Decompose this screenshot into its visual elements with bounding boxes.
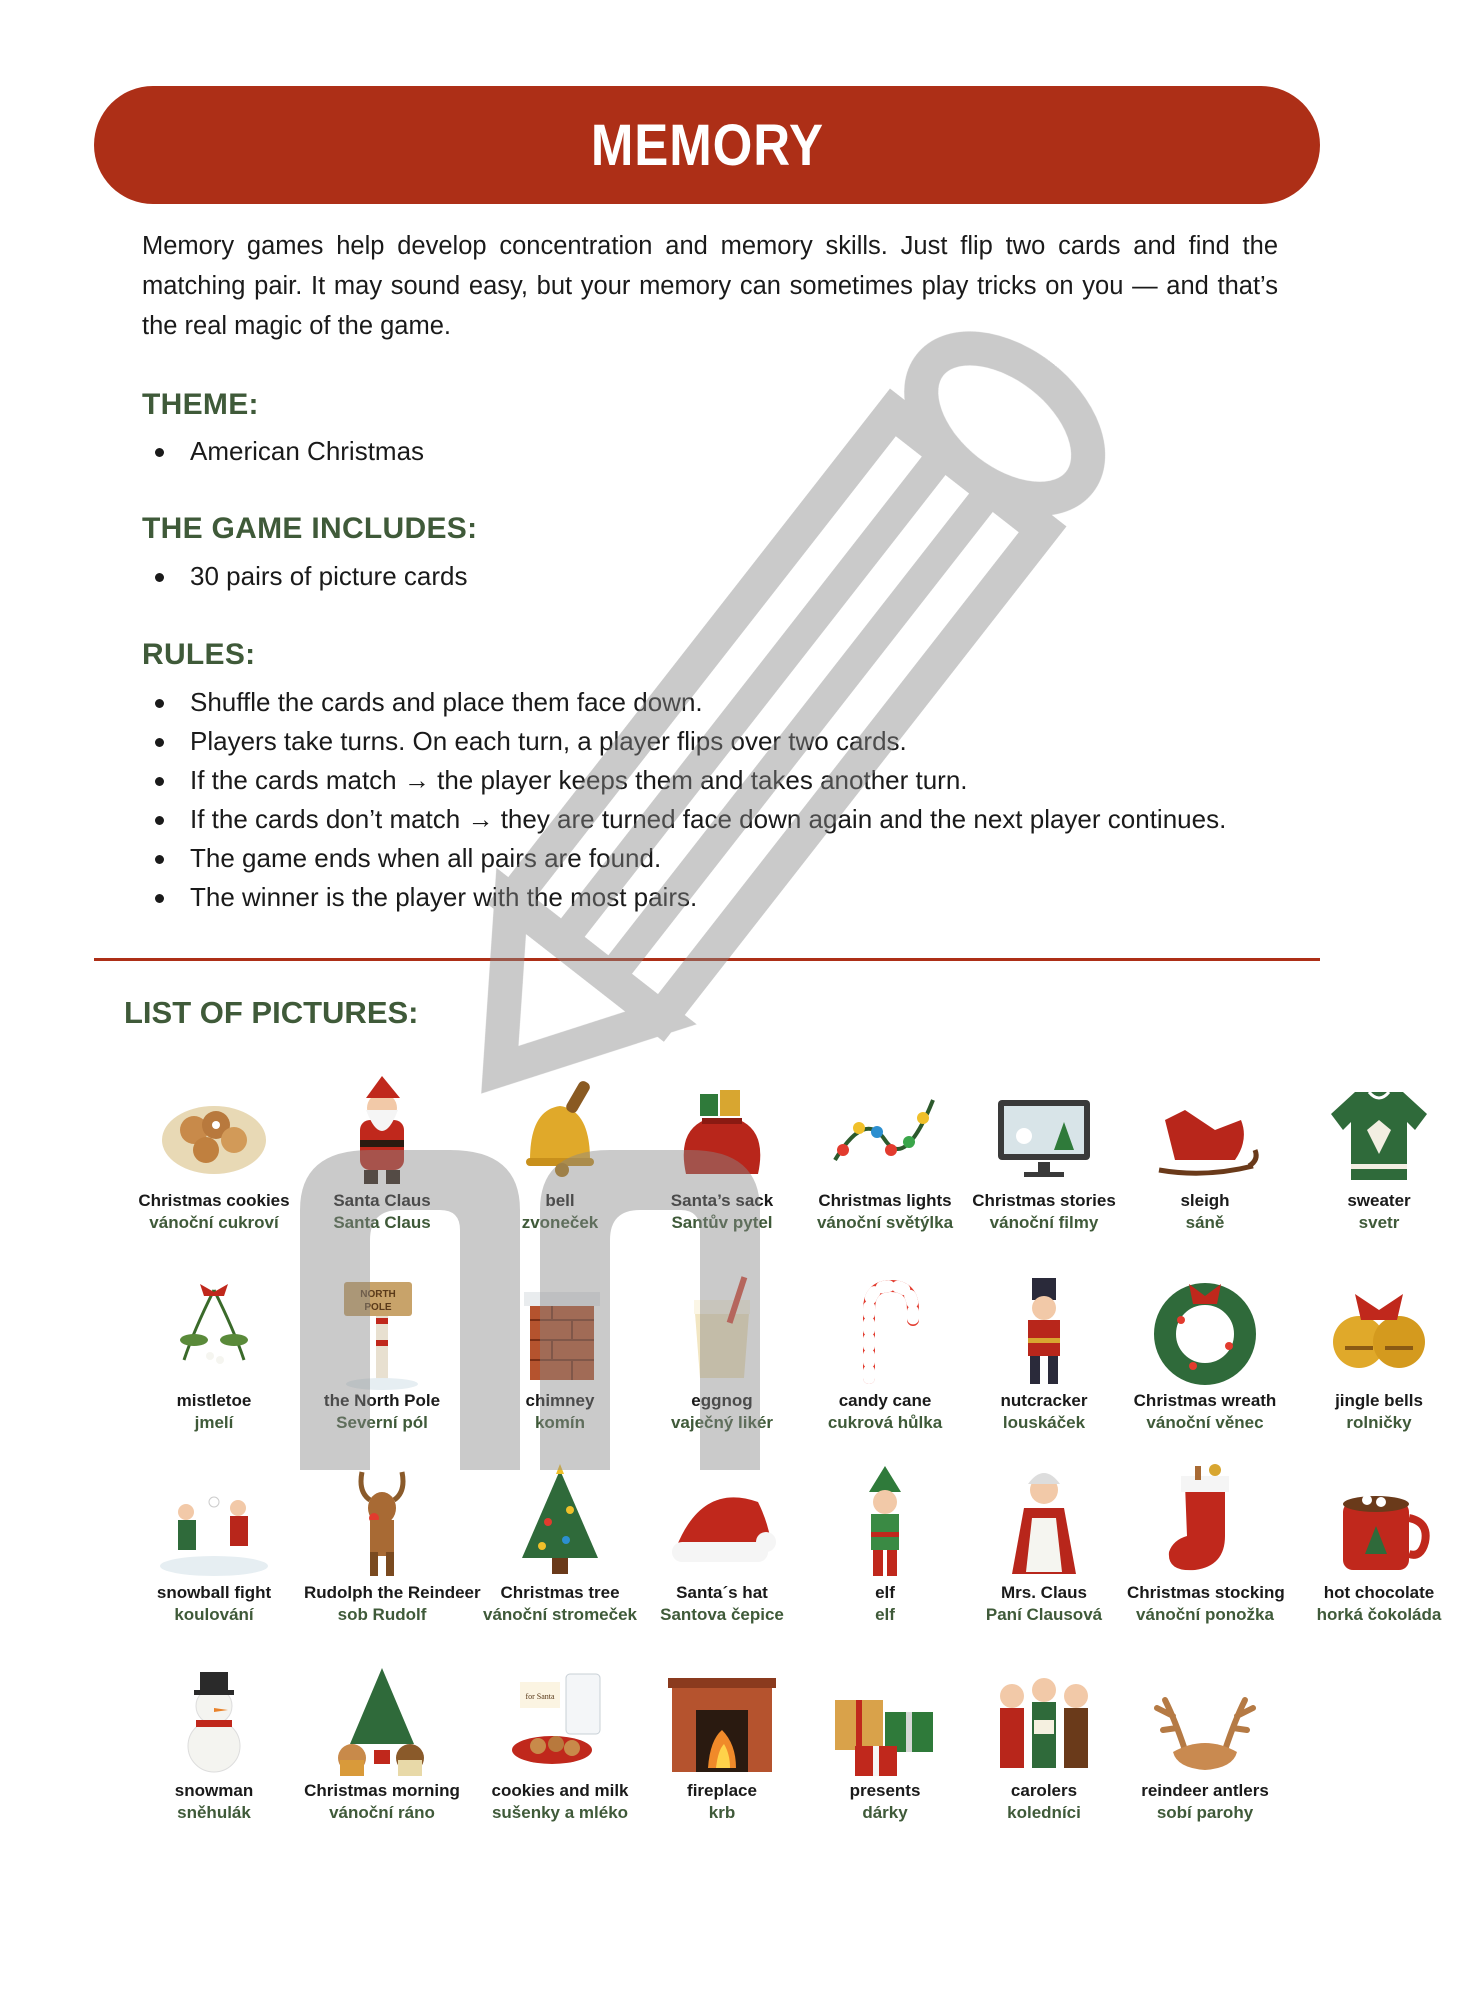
picture-card [1301, 1462, 1457, 1626]
picture-card [136, 1270, 292, 1434]
mug-icon [1319, 1462, 1439, 1582]
svg-text:for Santa: for Santa [525, 1692, 555, 1701]
picture-card [1127, 1462, 1283, 1626]
picture-label-en: jingle bells [1335, 1391, 1423, 1410]
picture-card [482, 1270, 638, 1434]
picture-label-cz: vánoční stromeček [482, 1605, 637, 1624]
picture-label-cz: Santův pytel [671, 1213, 773, 1232]
picture-label-cz: komín [534, 1413, 586, 1432]
picture-label-en: hot chocolate [1323, 1583, 1435, 1602]
jingle-bells-icon [1319, 1270, 1439, 1390]
list-item: American Christmas [152, 432, 424, 471]
picture-label-cz: krb [708, 1803, 736, 1822]
picture-card [807, 1462, 963, 1626]
page-title: MEMORY [590, 112, 824, 178]
rules-list [152, 683, 1226, 917]
picture-card [136, 1070, 292, 1234]
chimney-icon [500, 1270, 620, 1390]
picture-label-cz: vánoční filmy [989, 1213, 1099, 1232]
list-item: Shuffle the cards and place them face down. [152, 683, 1226, 722]
picture-label-cz: koulování [174, 1605, 254, 1624]
cookies-icon [154, 1070, 274, 1190]
list-item: If the cards match → the player keeps them and takes another turn. [152, 761, 1226, 800]
list-item: The game ends when all pairs are found. [152, 839, 1226, 878]
pictures-heading: LIST OF PICTURES: [124, 995, 419, 1030]
sweater-icon [1319, 1070, 1439, 1190]
picture-card [304, 1462, 481, 1626]
snowman-icon [154, 1660, 274, 1780]
picture-label-cz: sobí parohy [1156, 1803, 1254, 1822]
picture-card [482, 1660, 638, 1824]
picture-label-en: Christmas tree [500, 1583, 620, 1602]
picture-label-cz: louskáček [1002, 1413, 1086, 1432]
picture-label-cz: vánoční ponožka [1136, 1605, 1274, 1624]
picture-label-en: Christmas morning [304, 1781, 460, 1800]
list-item: The winner is the player with the most pairs. [152, 878, 1226, 917]
picture-label-en: cookies and milk [491, 1781, 629, 1800]
picture-card [644, 1660, 800, 1824]
picture-card [807, 1070, 963, 1234]
theme-list [152, 432, 424, 471]
picture-label-en: Christmas cookies [138, 1191, 290, 1210]
picture-label-en: Rudolph the Reindeer [304, 1583, 481, 1602]
rules-heading: RULES: [142, 638, 256, 671]
picture-label-en: Santa´s hat [676, 1583, 768, 1602]
tree-icon [500, 1462, 620, 1582]
picture-label-cz: elf [875, 1605, 895, 1624]
picture-label-cz: vánoční věnec [1146, 1413, 1264, 1432]
picture-label-en: snowman [174, 1781, 254, 1800]
picture-label-en: mistletoe [176, 1391, 252, 1410]
picture-card [482, 1070, 638, 1234]
picture-label-cz: sněhulák [177, 1803, 251, 1822]
picture-label-en: snowball fight [156, 1583, 272, 1602]
picture-label-cz: Santa Claus [333, 1213, 431, 1232]
candy-cane-icon [825, 1270, 945, 1390]
picture-label-en: carolers [1010, 1781, 1078, 1800]
picture-label-en: presents [849, 1781, 921, 1800]
picture-card [644, 1070, 800, 1234]
picture-card [807, 1270, 963, 1434]
list-item: 30 pairs of picture cards [152, 557, 467, 596]
bell-icon [500, 1070, 620, 1190]
picture-card [807, 1660, 963, 1824]
picture-label-cz: vánoční světýlka [816, 1213, 954, 1232]
picture-label-en: nutcracker [1000, 1391, 1088, 1410]
eggnog-icon [662, 1270, 782, 1390]
picture-card [1301, 1270, 1457, 1434]
picture-card [304, 1270, 460, 1434]
picture-label-en: chimney [525, 1391, 595, 1410]
picture-label-en: sweater [1347, 1191, 1411, 1210]
svg-text:POLE: POLE [364, 1302, 392, 1313]
picture-label-en: Santa Claus [333, 1191, 431, 1210]
picture-label-en: fireplace [687, 1781, 757, 1800]
picture-label-cz: vánoční ráno [329, 1803, 435, 1822]
picture-label-cz: svetr [1358, 1213, 1400, 1232]
picture-card [966, 1660, 1122, 1824]
antlers-icon [1145, 1660, 1265, 1780]
nutcracker-icon [984, 1270, 1104, 1390]
picture-card [482, 1462, 638, 1626]
picture-label-cz: horká čokoláda [1316, 1605, 1442, 1624]
picture-card [136, 1462, 292, 1626]
picture-card [304, 1660, 460, 1824]
picture-label-cz: Paní Clausová [985, 1605, 1103, 1624]
mistletoe-icon [154, 1270, 274, 1390]
picture-label-en: reindeer antlers [1141, 1781, 1269, 1800]
picture-label-en: Mrs. Claus [1001, 1583, 1087, 1602]
picture-card [966, 1462, 1122, 1626]
picture-label-en: Christmas stories [972, 1191, 1116, 1210]
picture-label-en: candy cane [838, 1391, 932, 1410]
picture-label-en: Santa’s sack [670, 1191, 774, 1210]
picture-label-en: eggnog [691, 1391, 753, 1410]
santa-icon [322, 1070, 442, 1190]
includes-heading: THE GAME INCLUDES: [142, 512, 478, 545]
list-item: If the cards don’t match → they are turned face down again and the next player continues. [152, 800, 1226, 839]
picture-label-cz: rolničky [1346, 1413, 1412, 1432]
picture-label-cz: dárky [862, 1803, 908, 1822]
picture-card [1127, 1070, 1283, 1234]
picture-label-cz: sušenky a mléko [491, 1803, 629, 1822]
mrs-claus-icon [984, 1462, 1104, 1582]
stocking-icon [1145, 1462, 1265, 1582]
tv-icon [984, 1070, 1104, 1190]
lights-icon [825, 1070, 945, 1190]
milk-icon [500, 1660, 620, 1780]
picture-card [966, 1070, 1122, 1234]
picture-card [966, 1270, 1122, 1434]
picture-label-en: Christmas stocking [1127, 1583, 1285, 1602]
title-banner [94, 86, 1320, 204]
snowball-icon [154, 1462, 274, 1582]
sleigh-icon [1145, 1070, 1265, 1190]
picture-label-en: the North Pole [323, 1391, 441, 1410]
picture-label-cz: zvoneček [521, 1213, 599, 1232]
picture-card [1301, 1070, 1457, 1234]
svg-text:NORTH: NORTH [360, 1289, 396, 1300]
morning-icon [322, 1660, 442, 1780]
picture-card [304, 1070, 460, 1234]
list-item: Players take turns. On each turn, a player flips over two cards. [152, 722, 1226, 761]
picture-label-cz: sob Rudolf [337, 1605, 427, 1624]
includes-list [152, 557, 467, 596]
reindeer-icon [322, 1462, 442, 1582]
sack-icon [662, 1070, 782, 1190]
theme-heading: THEME: [142, 388, 259, 421]
picture-label-cz: Santova čepice [660, 1605, 784, 1624]
picture-label-en: Christmas lights [818, 1191, 952, 1210]
picture-card [644, 1270, 800, 1434]
wreath-icon [1145, 1270, 1265, 1390]
elf-icon [825, 1462, 945, 1582]
picture-label-en: bell [545, 1191, 575, 1210]
picture-label-en: Christmas wreath [1133, 1391, 1277, 1410]
picture-card [644, 1462, 800, 1626]
picture-label-en: elf [875, 1583, 895, 1602]
picture-label-cz: koledníci [1007, 1803, 1081, 1822]
picture-card [136, 1660, 292, 1824]
section-divider [94, 958, 1320, 961]
picture-label-cz: sáně [1185, 1213, 1225, 1232]
carolers-icon [984, 1660, 1104, 1780]
picture-label-en: sleigh [1180, 1191, 1230, 1210]
presents-icon [825, 1660, 945, 1780]
picture-label-cz: vaječný likér [670, 1413, 774, 1432]
picture-card [1127, 1270, 1283, 1434]
picture-label-cz: cukrová hůlka [827, 1413, 943, 1432]
picture-label-cz: vánoční cukroví [149, 1213, 279, 1232]
picture-card [1127, 1660, 1283, 1824]
santa-hat-icon [662, 1462, 782, 1582]
north-pole-icon [322, 1270, 442, 1390]
picture-label-cz: Severní pól [336, 1413, 428, 1432]
intro-paragraph: Memory games help develop concentration and memory skills. Just flip two cards and find the matching pair. It may sound easy, but your memory can sometimes play tricks on you — and that’s the real magic of the game. [142, 232, 1278, 340]
picture-label-cz: jmelí [194, 1413, 234, 1432]
fireplace-icon [662, 1660, 782, 1780]
